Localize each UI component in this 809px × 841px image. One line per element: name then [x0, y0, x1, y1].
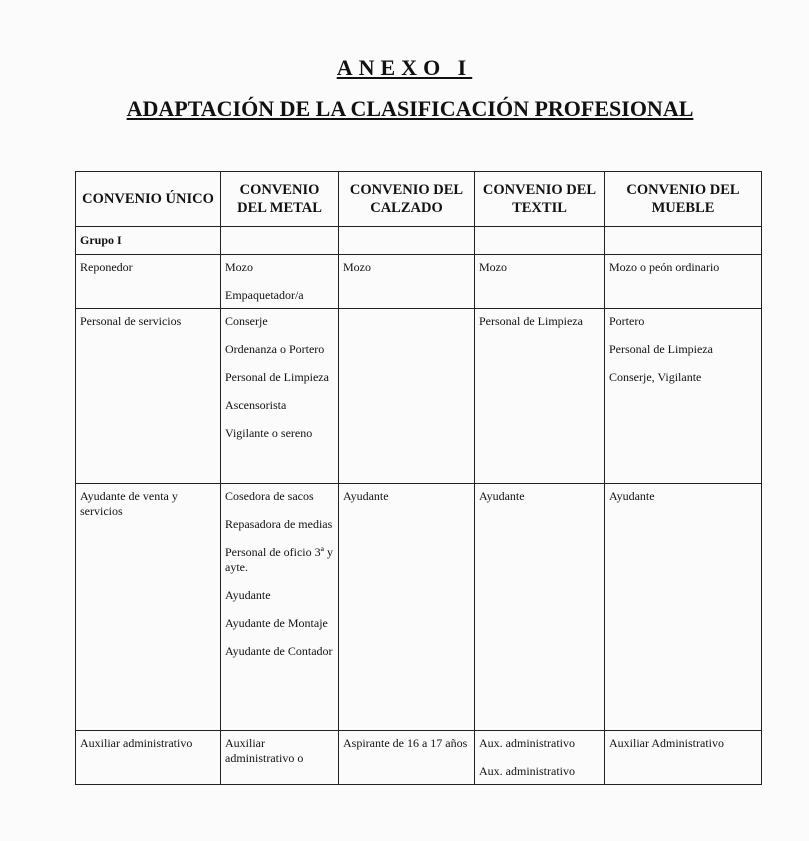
cell-entries	[80, 314, 216, 329]
list-item: Ordenanza o Portero	[225, 342, 325, 356]
cell-entries	[225, 314, 334, 441]
cell-entries	[479, 260, 600, 275]
cell-textil	[475, 484, 605, 731]
list-item: Ayudante	[609, 489, 655, 503]
list-item: Personal de Limpieza	[479, 314, 583, 328]
list-item: Personal de oficio 3ª y ayte.	[225, 545, 333, 574]
list-item: Aux. administrativo	[479, 764, 575, 778]
list-item: Mozo	[343, 260, 371, 274]
group-label: Grupo I	[76, 227, 221, 255]
list-item: Ayudante	[343, 489, 389, 503]
group-row	[76, 227, 762, 255]
annex-subtitle: ADAPTACIÓN DE LA CLASIFICACIÓN PROFESIONAL	[126, 96, 694, 121]
list-item: Aspirante de 16 a 17 años	[343, 736, 468, 750]
list-item: Portero	[609, 314, 645, 328]
cell-unico	[76, 731, 221, 785]
list-item: Repasadora de medias	[225, 517, 333, 531]
cell-metal	[221, 484, 339, 731]
list-item: Personal de Limpieza	[225, 370, 329, 384]
cell-entries	[343, 489, 470, 504]
cell-entries	[225, 260, 334, 303]
list-item: Personal de Limpieza	[609, 342, 713, 356]
cell-entries	[609, 260, 757, 275]
annex-title: ANEXO I	[336, 55, 473, 80]
list-item: Vigilante o sereno	[225, 426, 313, 440]
list-item: Mozo	[479, 260, 507, 274]
cell-entries	[343, 736, 470, 751]
header-textil: CONVENIO DEL TEXTIL	[475, 172, 605, 227]
cell-entries	[343, 260, 470, 275]
header-metal: CONVENIO DEL METAL	[221, 172, 339, 227]
table-row	[76, 731, 762, 785]
cell-entries	[609, 736, 757, 751]
cell-entries	[80, 736, 216, 751]
cell-metal	[221, 309, 339, 484]
cell-entries	[609, 314, 757, 385]
cell-entries	[479, 314, 600, 329]
cell-unico	[76, 255, 221, 309]
cell-calzado	[339, 484, 475, 731]
cell-entries	[225, 489, 334, 659]
cell-metal	[221, 731, 339, 785]
cell-textil	[475, 255, 605, 309]
list-item: Reponedor	[80, 260, 133, 274]
list-item: Conserje	[225, 314, 268, 328]
table-row	[76, 484, 762, 731]
list-item: Auxiliar administrativo	[80, 736, 193, 750]
cell-calzado	[339, 309, 475, 484]
table-header-row	[76, 172, 762, 227]
list-item: Ayudante de Montaje	[225, 616, 328, 630]
table-row	[76, 255, 762, 309]
list-item: Ascensorista	[225, 398, 287, 412]
cell-calzado	[339, 731, 475, 785]
cell-metal	[221, 255, 339, 309]
list-item: Mozo	[225, 260, 253, 274]
list-item: Auxiliar Administrativo	[609, 736, 724, 750]
header-calzado: CONVENIO DEL CALZADO	[339, 172, 475, 227]
classification-table	[75, 171, 762, 785]
list-item: Personal de servicios	[80, 314, 182, 328]
cell-unico	[76, 484, 221, 731]
cell-entries	[80, 260, 216, 275]
cell-mueble	[605, 731, 762, 785]
cell-unico	[76, 309, 221, 484]
header-mueble: CONVENIO DEL MUEBLE	[605, 172, 762, 227]
list-item: Conserje, Vigilante	[609, 370, 702, 384]
cell-entries	[80, 489, 216, 519]
list-item: Ayudante	[479, 489, 525, 503]
cell-entries	[479, 736, 600, 779]
cell-textil	[475, 309, 605, 484]
list-item: Ayudante	[225, 588, 271, 602]
list-item: Aux. administrativo	[479, 736, 575, 750]
list-item: Cosedora de sacos	[225, 489, 314, 503]
cell-mueble	[605, 255, 762, 309]
cell-textil	[475, 731, 605, 785]
cell-entries	[609, 489, 757, 504]
list-item: Mozo o peón ordinario	[609, 260, 720, 274]
cell-mueble	[605, 309, 762, 484]
header-unico: CONVENIO ÚNICO	[76, 172, 221, 227]
list-item: Empaquetador/a	[225, 288, 304, 302]
list-item: Ayudante de venta y servicios	[80, 489, 178, 518]
list-item: Auxiliar administrativo o	[225, 736, 304, 765]
cell-entries	[225, 736, 334, 766]
cell-calzado	[339, 255, 475, 309]
list-item: Ayudante de Contador	[225, 644, 333, 658]
cell-mueble	[605, 484, 762, 731]
table-row	[76, 309, 762, 484]
cell-entries	[479, 489, 600, 504]
